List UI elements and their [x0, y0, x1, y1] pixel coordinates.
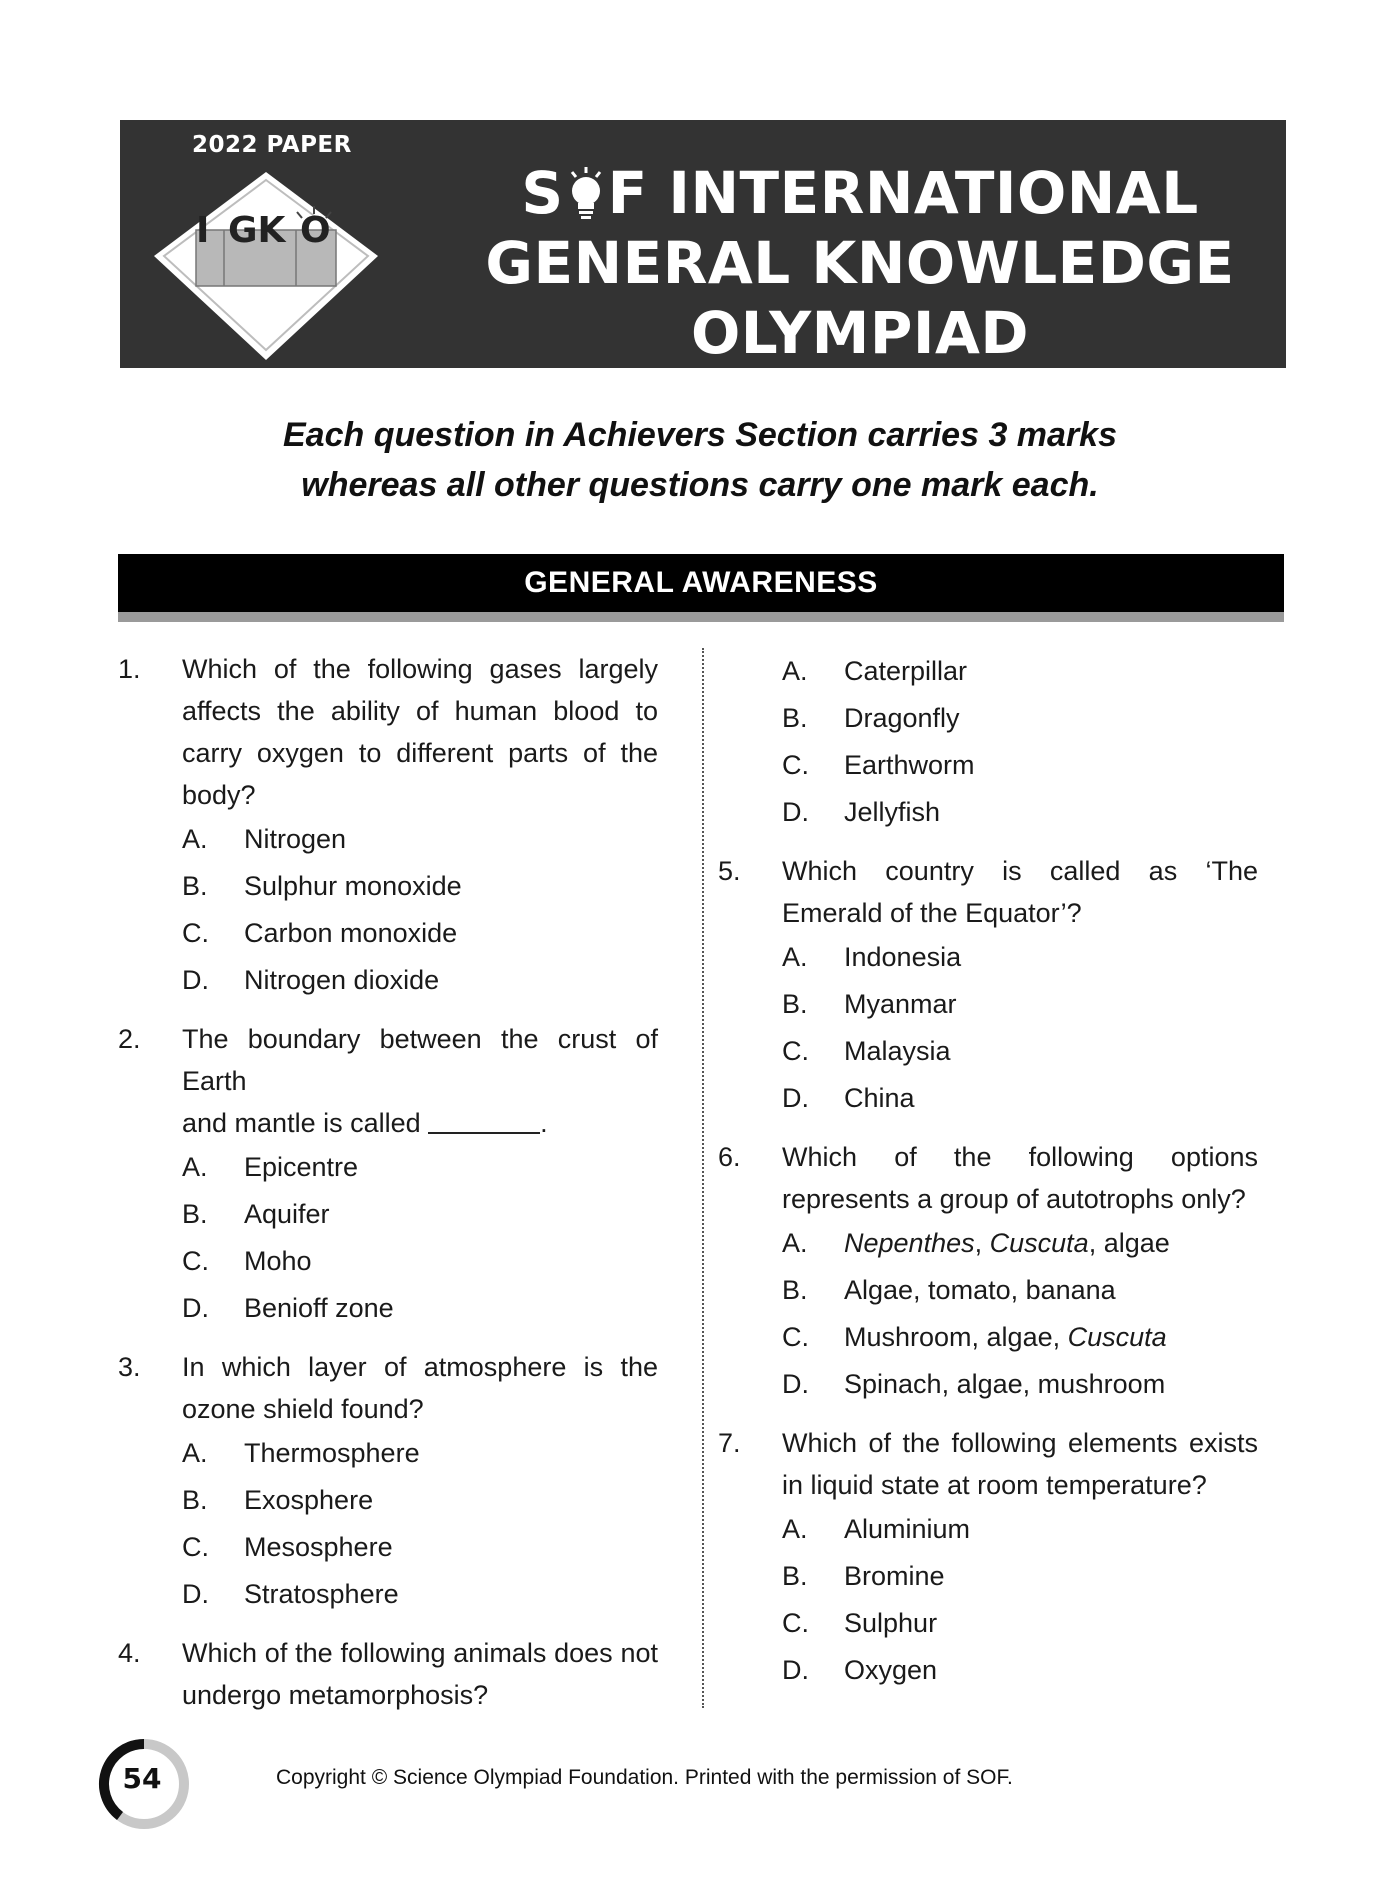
lightbulb-icon	[564, 164, 608, 216]
header-banner	[120, 120, 1286, 368]
copyright-notice: Copyright © Science Olympiad Foundation. Printed with the permission of SOF.	[276, 1766, 1013, 1789]
option-c[interactable]: C. Mushroom, algae, Cuscuta	[782, 1322, 1167, 1352]
option-b[interactable]: B. Sulphur monoxide	[182, 871, 462, 901]
question-text: Which of the following animals does not undergo metamorphosis?	[182, 1638, 658, 1710]
option-c[interactable]: C. Earthworm	[782, 750, 975, 780]
question-5: 5. Which country is called as ‘The Emerald of the Equator’? A. Indonesia B. Myanmar C. Malaysia D. China	[718, 850, 1258, 1122]
question-text: Which of the following elements exists in liquid state at room temperature?	[782, 1428, 1258, 1500]
question-4: 4. Which of the following animals does not undergo metamorphosis?	[118, 1632, 658, 1716]
question-2: 2. The boundary between the crust of Earth and mantle is called . A. Epicentre B. Aquifer C. Moho D. Benioff zone	[118, 1018, 658, 1332]
option-d[interactable]: D. Nitrogen dioxide	[182, 965, 440, 995]
option-d[interactable]: D. Oxygen	[782, 1655, 938, 1685]
section-title: GENERAL AWARENESS	[118, 554, 1284, 622]
olympiad-title	[480, 158, 1240, 368]
question-text: Which of the following options represents a group of autotrophs only?	[782, 1142, 1258, 1214]
option-a[interactable]: A. Nepenthes, Cuscuta, algae	[782, 1228, 1170, 1258]
question-text: The boundary between the crust of Earth and mantle is called .	[182, 1024, 658, 1138]
igko-logo-text: I GK O	[196, 210, 331, 251]
column-divider	[702, 648, 704, 1708]
question-text: Which country is called as ‘The Emerald of the Equator’?	[782, 856, 1258, 928]
question-7: 7. Which of the following elements exists in liquid state at room temperature? A. Aluminium B. Bromine C. Sulphur D. Oxygen	[718, 1422, 1258, 1694]
right-column	[718, 648, 1258, 1708]
paper-year-label: 2022 PAPER	[192, 132, 352, 158]
option-c[interactable]: C. Sulphur	[782, 1608, 938, 1638]
marking-instructions: Each question in Achievers Section carries 3 marks whereas all other questions carry one mark each.	[283, 416, 1117, 504]
option-a[interactable]: A. Aluminium	[782, 1514, 971, 1544]
option-b[interactable]: B. Bromine	[782, 1561, 945, 1591]
option-b[interactable]: B. Exosphere	[182, 1485, 374, 1515]
question-6: 6. Which of the following options represents a group of autotrophs only? A. Nepenthes, Cuscuta, algae B. Algae, tomato, banana C. Mushroom, algae, Cuscuta D. Spinach, algae, mushroom	[718, 1136, 1258, 1408]
question-text: In which layer of atmosphere is the ozone shield found?	[182, 1352, 658, 1424]
option-b[interactable]: B. Myanmar	[782, 989, 957, 1019]
left-column	[118, 648, 658, 1730]
question-4-options	[718, 648, 1258, 836]
option-c[interactable]: C. Carbon monoxide	[182, 918, 458, 948]
title-line-2: GENERAL KNOWLEDGE	[485, 229, 1235, 297]
igko-logo-diamond	[146, 164, 386, 364]
option-a[interactable]: A. Indonesia	[782, 942, 962, 972]
title-line-3: OLYMPIAD	[690, 299, 1030, 367]
option-d[interactable]: D. China	[782, 1083, 915, 1113]
option-c[interactable]: C. Moho	[182, 1246, 312, 1276]
page-number: 54	[122, 1762, 162, 1795]
option-a[interactable]: A. Nitrogen	[182, 824, 347, 854]
option-a[interactable]: A. Thermosphere	[182, 1438, 420, 1468]
answer-blank	[428, 1108, 540, 1134]
option-b[interactable]: B. Dragonfly	[782, 703, 960, 733]
option-b[interactable]: B. Aquifer	[182, 1199, 330, 1229]
question-text: Which of the following gases largely affects the ability of human blood to carry oxygen to different parts of the body?	[182, 654, 658, 810]
question-3: 3. In which layer of atmosphere is the ozone shield found? A. Thermosphere B. Exosphere C. Mesosphere D. Stratosphere	[118, 1346, 658, 1618]
title-line-1: S F INTERNATIONAL	[521, 159, 1199, 227]
option-d[interactable]: D. Jellyfish	[782, 797, 941, 827]
option-d[interactable]: D. Benioff zone	[182, 1293, 394, 1323]
option-a[interactable]: A. Caterpillar	[782, 656, 968, 686]
option-d[interactable]: D. Stratosphere	[182, 1579, 399, 1609]
option-a[interactable]: A. Epicentre	[182, 1152, 359, 1182]
question-1: 1. Which of the following gases largely affects the ability of human blood to carry oxygen to different parts of the body? A. Nitrogen B. Sulphur monoxide C. Carbon monoxide D. Nitrogen dioxide	[118, 648, 658, 1004]
option-c[interactable]: C. Malaysia	[782, 1036, 951, 1066]
option-b[interactable]: B. Algae, tomato, banana	[782, 1275, 1116, 1305]
option-d[interactable]: D. Spinach, algae, mushroom	[782, 1369, 1166, 1399]
option-c[interactable]: C. Mesosphere	[182, 1532, 393, 1562]
